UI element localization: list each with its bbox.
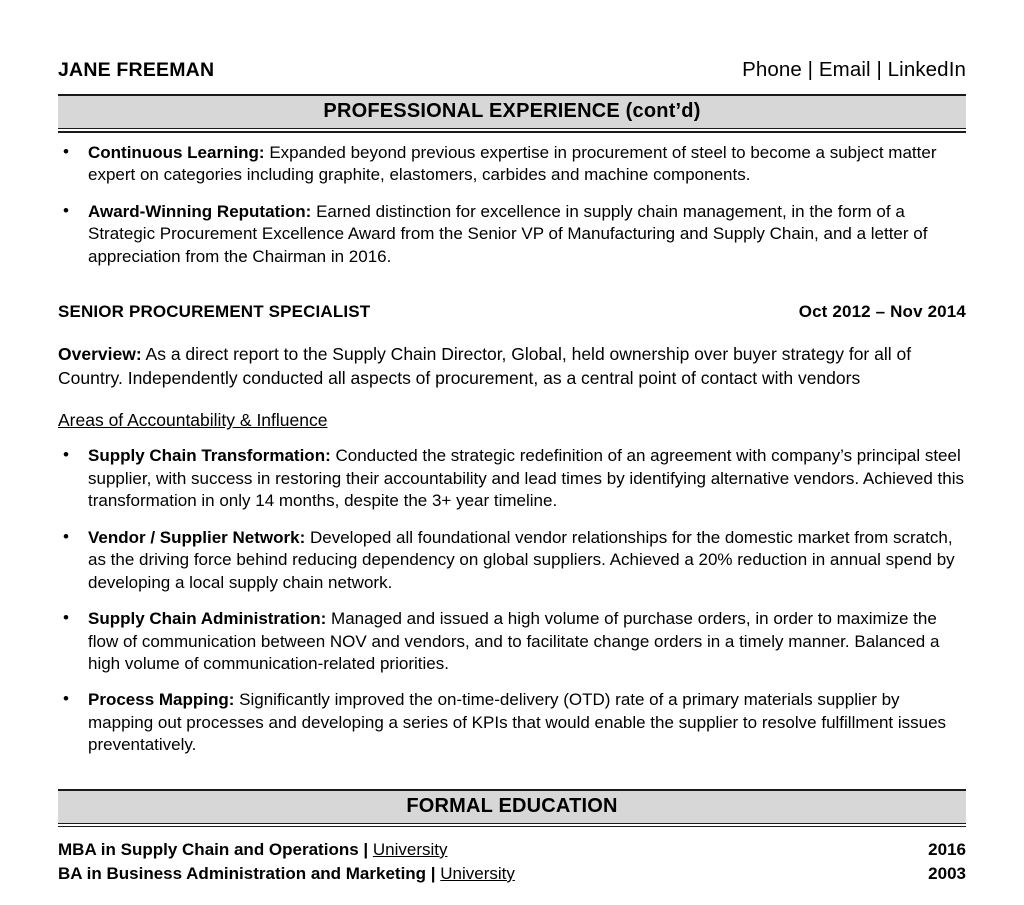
section-title: FORMAL EDUCATION	[406, 794, 618, 817]
contact-line: Phone | Email | LinkedIn	[742, 58, 966, 81]
bullet-text: Developed all foundational vendor relationships for the domestic market from scratch, as the driving force behind reducing dependency on global suppliers. Achieved a 20% reduction in annual spend by developing a local supply chain network.	[88, 527, 955, 592]
bullet-lead: Process Mapping:	[88, 690, 235, 710]
section-banner-formal-education	[58, 789, 966, 824]
bullet-text: Conducted the strategic redefinition of an agreement with company’s principal steel supplier, with success in restoring their accountability and lead times by identifying alternative vendors. Achieved this transformation in only 14 months, despite the 3+ year timeline.	[88, 446, 964, 511]
overview-text: As a direct report to the Supply Chain Director, Global, held ownership over buyer strategy for all of Country. Independently conducted all aspects of procurement, as a central point of contact with vendors	[58, 344, 912, 389]
list-item	[58, 689, 966, 756]
list-item	[58, 445, 966, 512]
list-item	[58, 142, 966, 187]
job-heading-row	[58, 302, 966, 322]
bullet-lead: Supply Chain Transformation:	[88, 446, 331, 466]
section-banner-professional-experience	[58, 94, 966, 129]
job-title: SENIOR PROCUREMENT SPECIALIST	[58, 302, 371, 322]
education-list	[58, 838, 966, 886]
separator: |	[358, 839, 373, 859]
list-item	[58, 608, 966, 675]
bullet-text: Expanded beyond previous expertise in procurement of steel to become a subject matter expert on categories including graphite, elastomers, carbides and machine components.	[88, 143, 937, 185]
candidate-name: JANE FREEMAN	[58, 59, 215, 81]
list-item	[58, 201, 966, 268]
degree-name: BA in Business Administration and Marketing	[58, 863, 427, 883]
job-accountability-bullets	[58, 445, 966, 756]
areas-of-accountability-heading: Areas of Accountability & Influence	[58, 410, 328, 431]
school-name: University	[372, 839, 448, 859]
separator: |	[426, 863, 441, 883]
section-title: PROFESSIONAL EXPERIENCE (cont’d)	[323, 100, 701, 122]
overview-label: Overview:	[58, 344, 142, 365]
bullet-lead: Award-Winning Reputation:	[88, 201, 312, 221]
list-item	[58, 527, 966, 594]
resume-header	[58, 0, 966, 82]
bullet-lead: Vendor / Supplier Network:	[88, 527, 306, 547]
school-name: University	[440, 863, 515, 883]
education-entry-text	[58, 862, 515, 886]
graduation-year: 2003	[928, 863, 966, 883]
bullet-lead: Continuous Learning:	[88, 143, 265, 162]
job-dates: Oct 2012 – Nov 2014	[798, 302, 966, 322]
bullet-text: Significantly improved the on-time-delivery (OTD) rate of a primary materials supplier by mapping out processes and developing a series of KPIs that would enable the supplier to resolve fulfillment issues preventatively.	[88, 690, 947, 755]
areas-heading-wrap	[58, 390, 966, 431]
bullet-lead: Supply Chain Administration:	[88, 609, 327, 629]
bullet-text: Earned distinction for excellence in supply chain management, in the form of a Strategic Procurement Excellence Award from the Senior VP of Manufacturing and Supply Chain, and a letter of appreciation from the Chairman in 2016.	[88, 201, 928, 266]
bullet-text: Managed and issued a high volume of purchase orders, in order to maximize the flow of communication between NOV and vendors, and to facilitate change orders in a timely manner. Balanced a high volume of communication-related priorities.	[88, 609, 940, 673]
continued-experience-bullets	[58, 142, 966, 268]
list-item	[58, 838, 966, 862]
education-entry-text	[58, 838, 448, 862]
degree-name: MBA in Supply Chain and Operations	[58, 839, 359, 859]
graduation-year: 2016	[928, 839, 966, 859]
list-item	[58, 862, 966, 886]
job-overview	[58, 342, 966, 390]
